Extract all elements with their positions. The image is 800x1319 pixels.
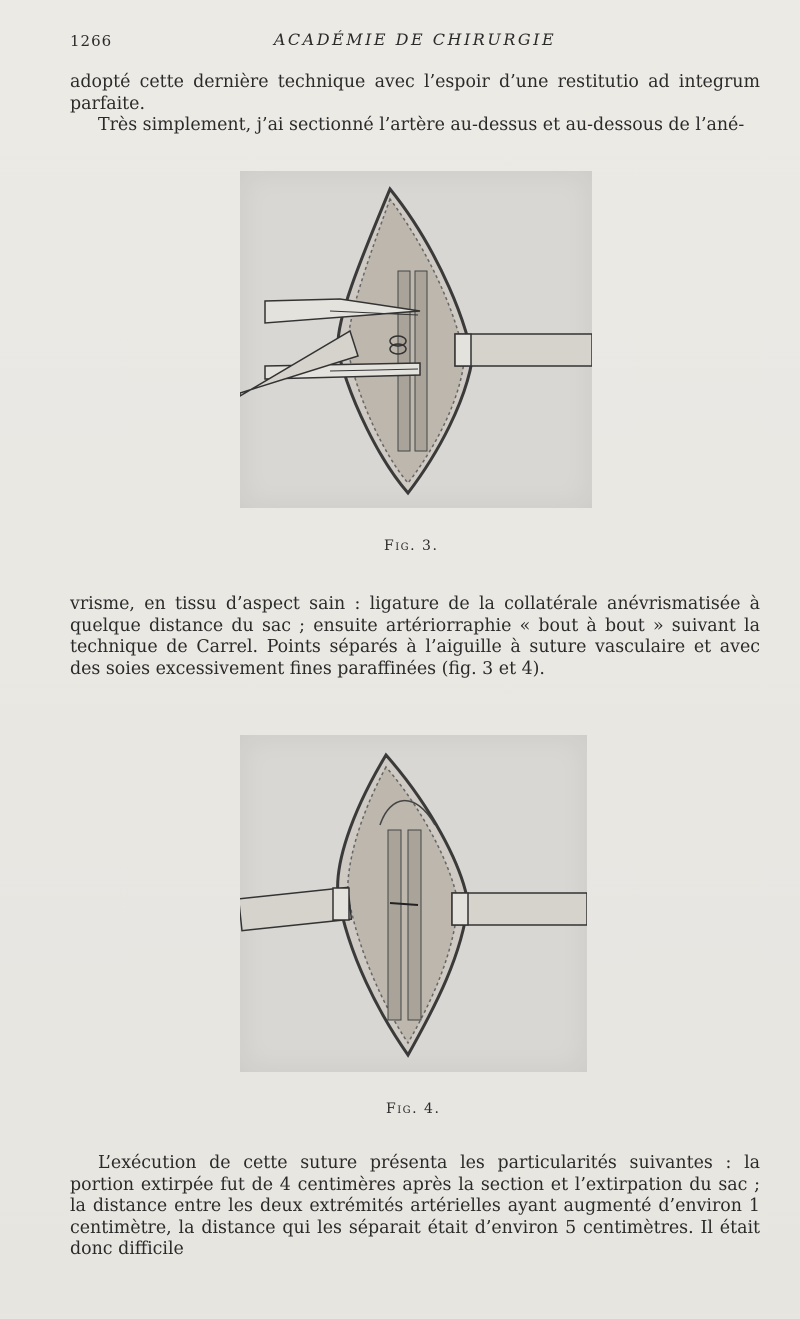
figure-3-illustration [240,171,592,508]
paragraph-execution-text: L’exécution de cette suture présenta les particularités suivantes : la portion extirpée fut de 4 centimères après la section et l’extirpation du sac ; la distance entre les deux extrémités artérielles ayant augmenté d’environ 1 centimètre, la distance qui les séparait était d’environ 5 centimètres. Il était donc difficile [70,1153,760,1259]
surgical-incision-drawing-4 [240,735,587,1072]
figure-3-caption: Fig. 3. [384,538,439,554]
paragraph-technique [70,594,760,680]
page-header [70,30,760,54]
surgical-incision-drawing-3 [240,171,592,508]
page-number: 1266 [70,32,113,50]
paragraph-technique-text: vrisme, en tissu d’aspect sain : ligature de la collatérale anévrismatisée à quelque distance du sac ; ensuite artériorraphie « bout à bout » suivant la technique de Carrel. Points séparés à l’aiguille à suture vasculaire et avec des soies excessivement fines paraffinées (fig. 3 et 4). [70,594,760,679]
paragraph-intro-line2: Très simplement, j’ai sectionné l’artère au-dessus et au-dessous de l’ané- [98,115,745,135]
paragraph-execution [70,1153,760,1261]
figure-4-caption: Fig. 4. [386,1101,441,1117]
figure-4-illustration [240,735,587,1072]
paragraph-intro-line1: adopté cette dernière technique avec l’espoir d’une restitutio ad integrum parfaite. [70,72,760,114]
paragraph-intro [70,72,760,137]
running-title: ACADÉMIE DE CHIRURGIE [273,30,557,49]
